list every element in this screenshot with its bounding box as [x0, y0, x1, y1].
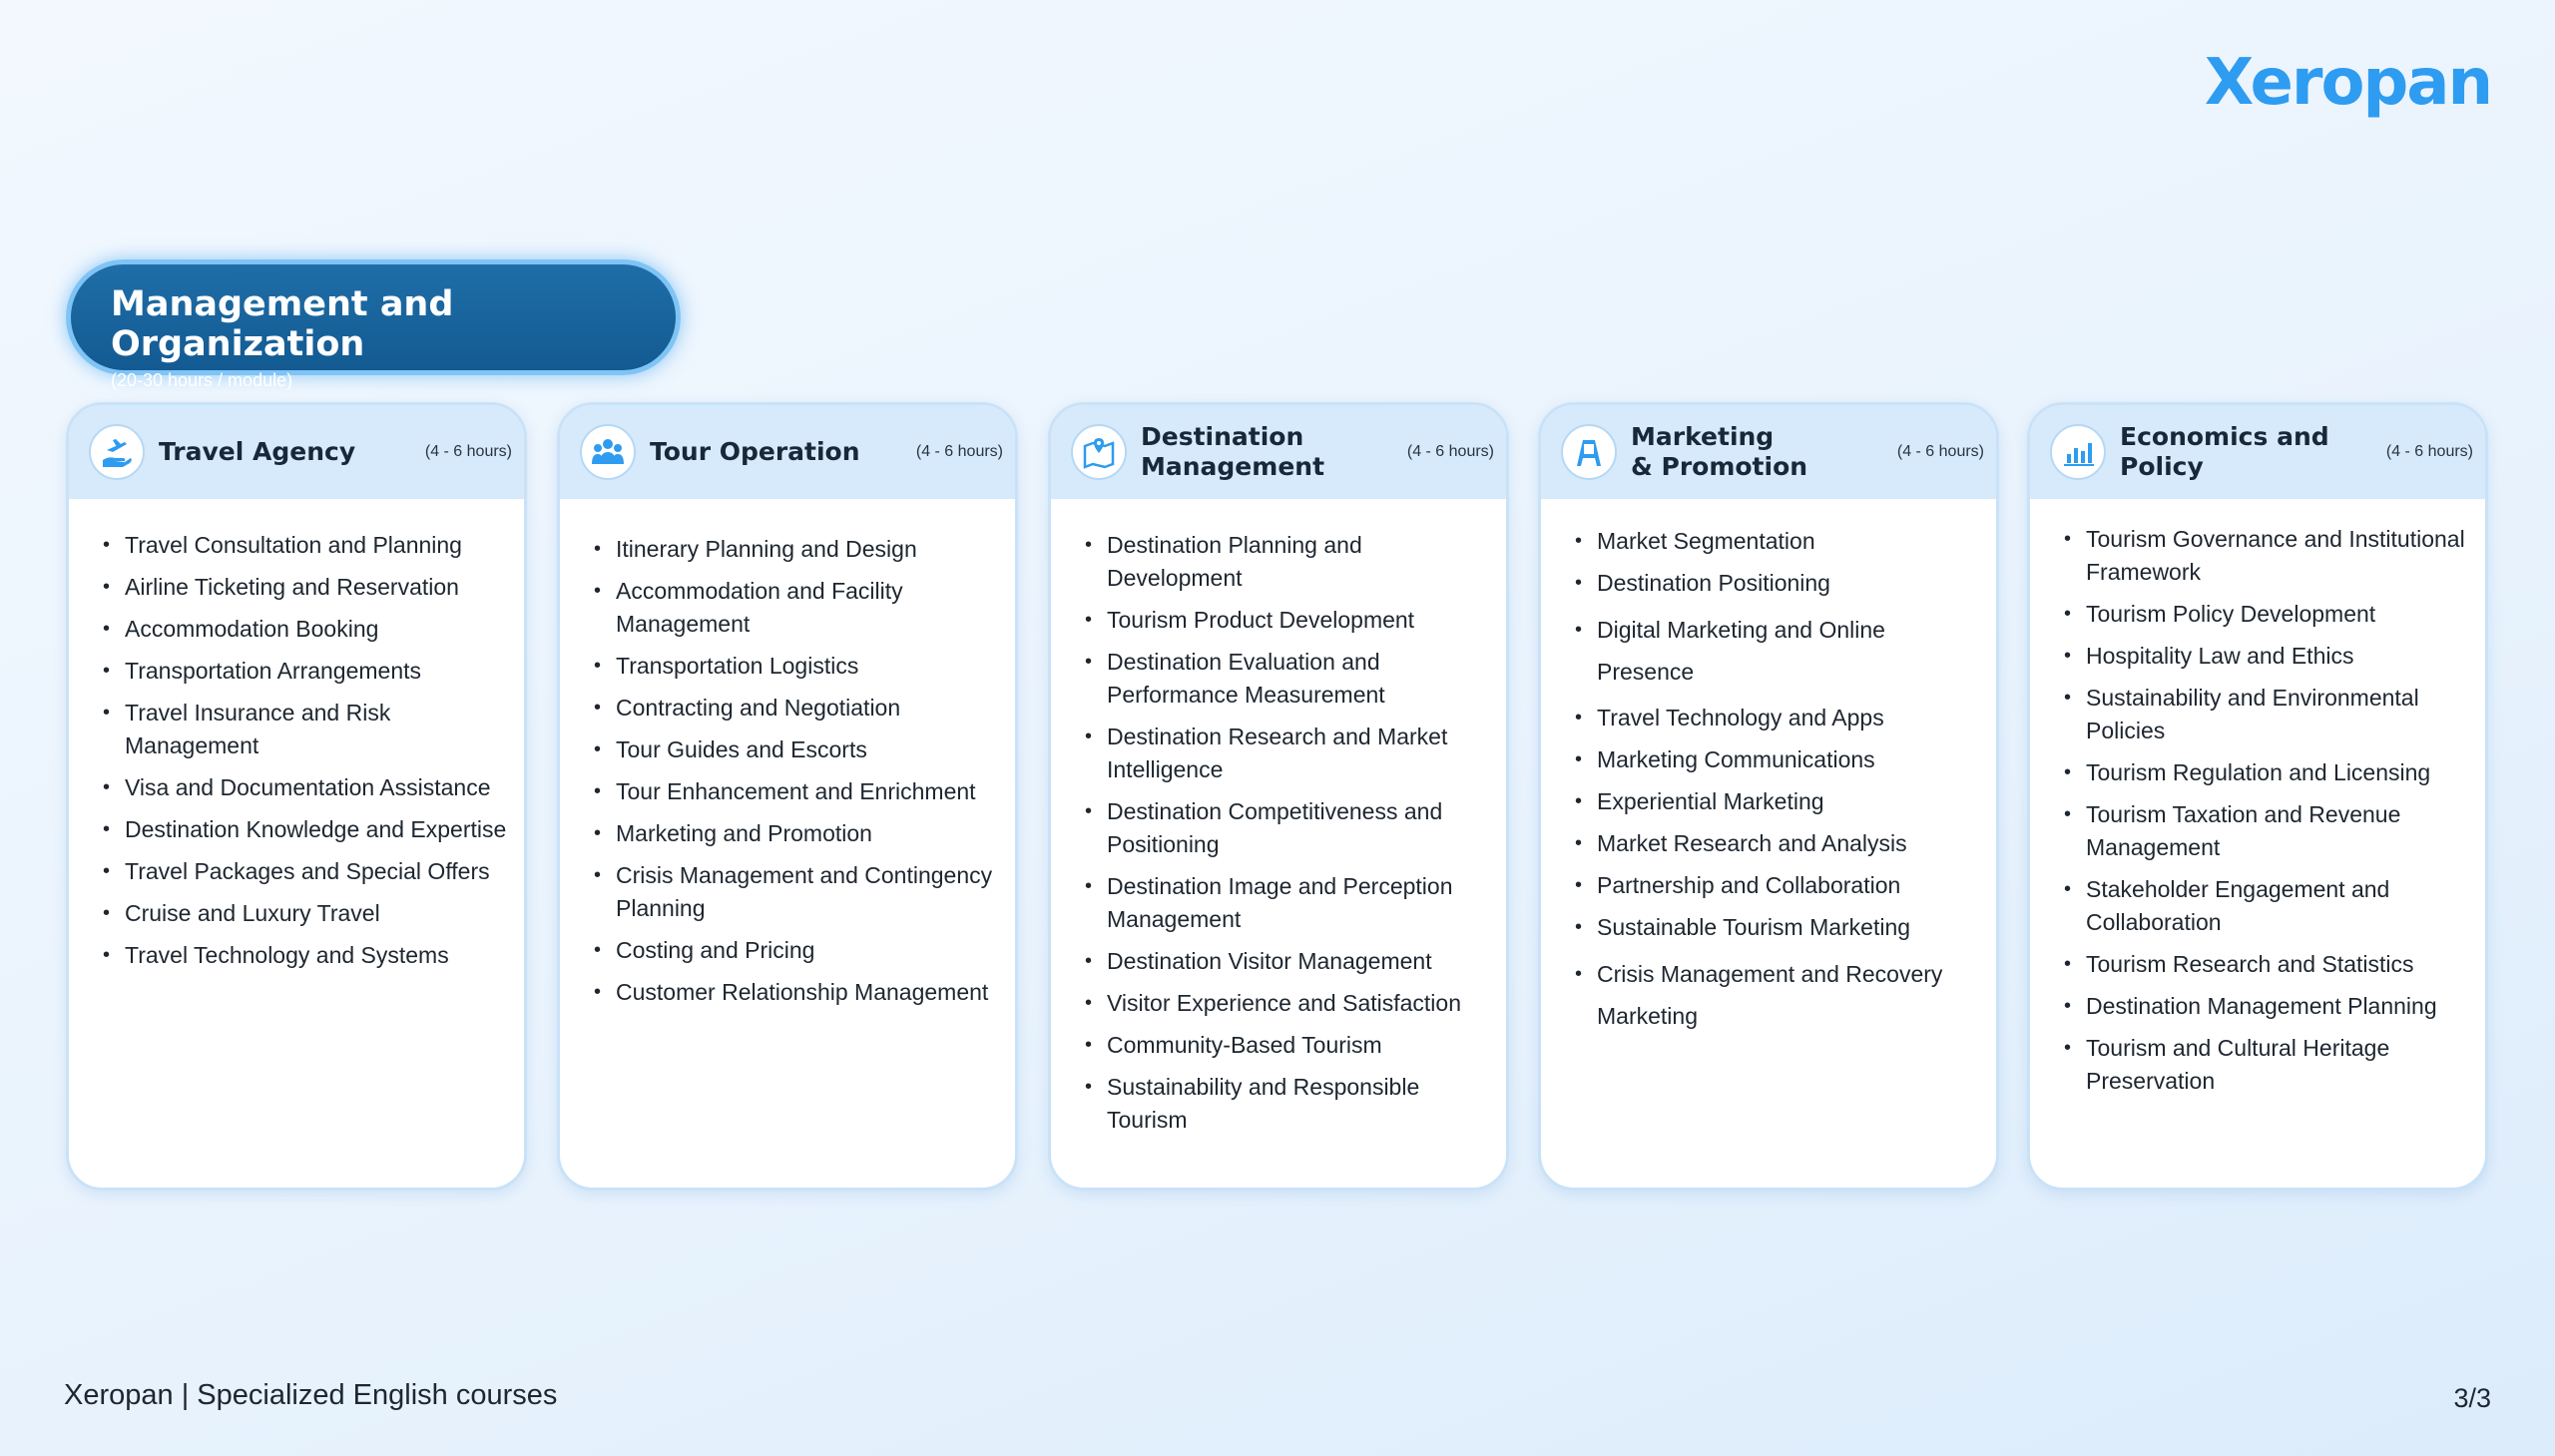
card-hours: (4 - 6 hours) — [1406, 443, 1494, 460]
card-destination-management — [1048, 402, 1509, 1191]
list-item: • Travel Consultation and Planning — [103, 529, 510, 562]
list-item: • Transportation Arrangements — [103, 655, 510, 688]
list-item: • Destination Competitiveness and Positioning — [1085, 795, 1492, 861]
list-item: • Destination Visitor Management — [1085, 945, 1492, 978]
list-item: • Tour Guides and Escorts — [594, 733, 1001, 766]
list-item: • Tourism and Cultural Heritage Preservation — [2064, 1032, 2471, 1098]
list-item: • Tourism Product Development — [1085, 604, 1492, 637]
map-pin-icon — [1071, 424, 1127, 480]
card-title — [1631, 422, 1897, 482]
topic-list — [69, 499, 524, 972]
list-item: • Crisis Management and Recovery Marketing — [1575, 953, 1982, 1037]
list-item: • Marketing Communications — [1575, 743, 1982, 776]
topic-list — [560, 499, 1015, 1009]
list-item: • Destination Research and Market Intelligence — [1085, 721, 1492, 786]
list-item: • Airline Ticketing and Reservation — [103, 571, 510, 604]
list-item: • Digital Marketing and Online Presence — [1575, 609, 1982, 693]
module-badge — [66, 259, 681, 390]
card-economics-policy — [2027, 402, 2488, 1191]
card-title: Travel Agency — [159, 437, 356, 466]
card-hours: (4 - 6 hours) — [915, 443, 1003, 460]
list-item: • Sustainability and Responsible Tourism — [1085, 1071, 1492, 1137]
card-header — [1051, 405, 1506, 499]
list-item: • Customer Relationship Management — [594, 976, 1001, 1009]
group-icon — [580, 424, 636, 480]
list-item: • Contracting and Negotiation — [594, 692, 1001, 725]
list-item: • Stakeholder Engagement and Collaboration — [2064, 873, 2471, 939]
card-header — [2030, 405, 2485, 499]
card-title — [1141, 422, 1407, 482]
list-item: • Travel Technology and Systems — [103, 939, 510, 972]
list-item: • Travel Insurance and Risk Management — [103, 697, 510, 762]
list-item: • Tourism Taxation and Revenue Management — [2064, 798, 2471, 864]
bar-chart-icon — [2050, 424, 2106, 480]
topic-list — [1051, 499, 1506, 1137]
list-item: • Destination Knowledge and Expertise — [103, 813, 510, 846]
list-item: • Destination Planning and Development — [1085, 529, 1492, 595]
page-number: 3/3 — [2453, 1383, 2491, 1413]
list-item: • Transportation Logistics — [594, 650, 1001, 683]
card-title-line: Marketing — [1631, 422, 1775, 451]
card-title-line: Destination — [1141, 422, 1304, 451]
footer-caption: Xeropan | Specialized English courses — [64, 1379, 558, 1411]
list-item: • Tourism Regulation and Licensing — [2064, 756, 2471, 789]
list-item: • Tourism Policy Development — [2064, 598, 2471, 631]
card-header — [69, 405, 524, 499]
list-item: • Hospitality Law and Ethics — [2064, 640, 2471, 673]
list-item: • Market Segmentation — [1575, 525, 1982, 558]
topic-list — [2030, 499, 2485, 1098]
list-item: • Itinerary Planning and Design — [594, 533, 1001, 566]
card-title-line: & Promotion — [1631, 452, 1808, 481]
list-item: • Accommodation and Facility Management — [594, 575, 1001, 641]
list-item: • Experiential Marketing — [1575, 785, 1982, 818]
card-travel-agency — [66, 402, 527, 1191]
list-item: • Marketing and Promotion — [594, 817, 1001, 850]
list-item: • Travel Packages and Special Offers — [103, 855, 510, 888]
list-item: • Market Research and Analysis — [1575, 827, 1982, 860]
card-marketing-promotion — [1538, 402, 1999, 1191]
list-item: • Destination Evaluation and Performance Measurement — [1085, 646, 1492, 712]
card-title-line: Economics and — [2120, 422, 2329, 451]
card-tour-operation — [557, 402, 1018, 1191]
list-item: • Costing and Pricing — [594, 934, 1001, 967]
card-header — [560, 405, 1015, 499]
list-item: • Destination Management Planning — [2064, 990, 2471, 1023]
card-title: Tour Operation — [650, 437, 860, 466]
card-title-line: Policy — [2120, 452, 2204, 481]
card-title — [2120, 422, 2386, 482]
list-item: • Sustainable Tourism Marketing — [1575, 911, 1982, 944]
list-item: • Accommodation Booking — [103, 613, 510, 646]
list-item: • Cruise and Luxury Travel — [103, 897, 510, 930]
list-item: • Visitor Experience and Satisfaction — [1085, 987, 1492, 1020]
list-item: • Sustainability and Environmental Policies — [2064, 682, 2471, 747]
list-item: • Tourism Research and Statistics — [2064, 948, 2471, 981]
module-title: Management and Organization — [111, 284, 454, 364]
card-header — [1541, 405, 1996, 499]
list-item: • Destination Positioning — [1575, 567, 1982, 600]
list-item: • Tour Enhancement and Enrichment — [594, 775, 1001, 808]
plane-hand-icon — [89, 424, 145, 480]
list-item: • Destination Image and Perception Management — [1085, 870, 1492, 936]
card-hours: (4 - 6 hours) — [424, 443, 512, 460]
topic-list — [1541, 499, 1996, 1037]
xeropan-logo: Xeropan — [2204, 46, 2491, 120]
card-hours: (4 - 6 hours) — [2385, 443, 2473, 460]
list-item: • Tourism Governance and Institutional Framework — [2064, 523, 2471, 589]
list-item: • Travel Technology and Apps — [1575, 702, 1982, 734]
list-item: • Partnership and Collaboration — [1575, 869, 1982, 902]
module-subtitle: (20-30 hours / module) — [111, 370, 293, 390]
list-item: • Community-Based Tourism — [1085, 1029, 1492, 1062]
card-hours: (4 - 6 hours) — [1896, 443, 1984, 460]
list-item: • Visa and Documentation Assistance — [103, 771, 510, 804]
card-title-line: Management — [1141, 452, 1325, 481]
list-item: • Crisis Management and Contingency Planning — [594, 859, 1001, 925]
sign-icon — [1561, 424, 1617, 480]
